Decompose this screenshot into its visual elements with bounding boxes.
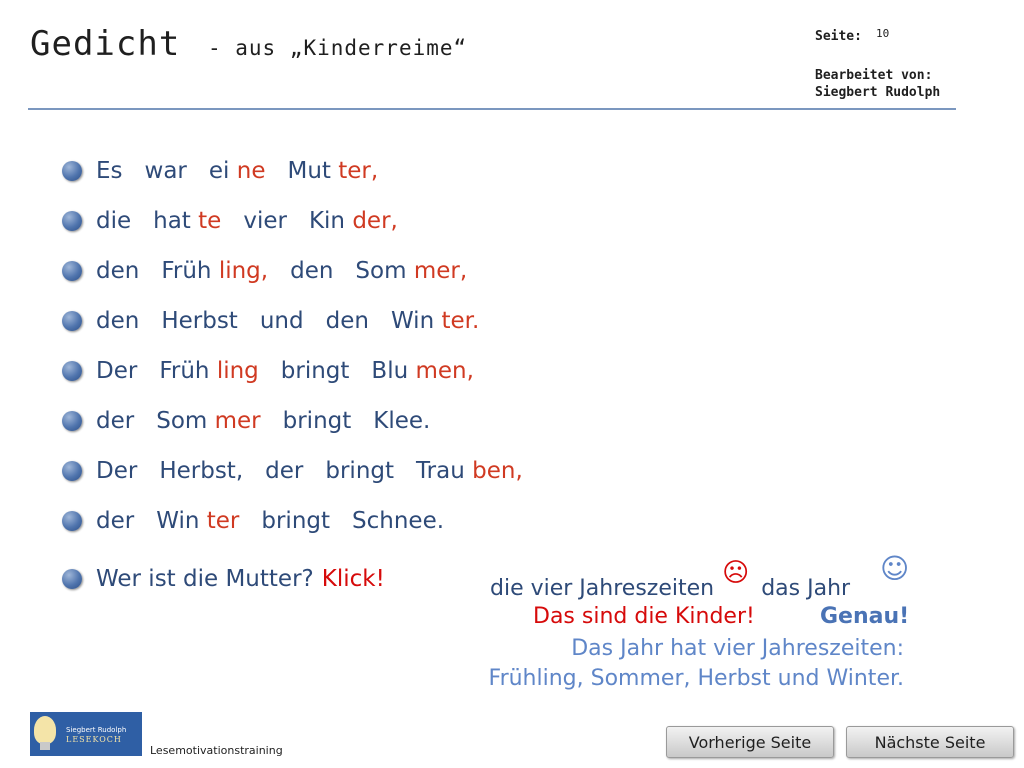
page-title — [30, 24, 467, 64]
bullet-icon — [62, 411, 82, 431]
right-option[interactable]: das Jahr — [761, 576, 851, 601]
bullet-icon — [62, 461, 82, 481]
poem — [62, 146, 545, 546]
poem-word — [96, 408, 134, 434]
poem-word — [373, 408, 430, 434]
syllable: die — [96, 208, 132, 234]
syllable-highlight: ter, — [338, 158, 379, 184]
previous-page-button[interactable]: Vorherige Seite — [666, 726, 834, 758]
syllable: Mut — [287, 158, 331, 184]
syllable-highlight: ne — [236, 158, 266, 184]
page-label: Seite: — [815, 29, 862, 44]
edited-label: Bearbeitet von: — [815, 68, 933, 83]
klick-link[interactable]: Klick! — [321, 566, 385, 592]
bullet-icon — [62, 261, 82, 281]
poem-word — [96, 458, 137, 484]
syllable: Der — [96, 458, 138, 484]
poem-word — [416, 458, 523, 484]
syllable-highlight: mer — [214, 408, 261, 434]
syllable: der — [96, 408, 135, 434]
poem-word — [260, 308, 304, 334]
poem-word — [96, 308, 139, 334]
bullet-icon — [62, 311, 82, 331]
page-number: 10 — [875, 27, 890, 40]
poem-word — [96, 358, 137, 384]
syllable: der — [96, 508, 135, 534]
question-text: Wer ist die Mutter? — [96, 566, 314, 592]
syllable: Som — [355, 258, 407, 284]
explanation-line-1: Das Jahr hat vier Jahreszeiten: — [571, 636, 904, 661]
syllable: und — [259, 308, 304, 334]
syllable-highlight: ling — [216, 358, 259, 384]
title-main: Gedicht — [30, 24, 181, 64]
syllable: Der — [96, 358, 138, 384]
poem-word — [391, 308, 479, 334]
syllable-highlight: men, — [415, 358, 474, 384]
poem-word — [156, 408, 260, 434]
poem-line — [62, 496, 545, 546]
syllable: Blu — [371, 358, 409, 384]
poem-line — [62, 196, 545, 246]
syllable: bringt — [261, 508, 331, 534]
poem-word — [281, 358, 350, 384]
syllable-highlight: te — [198, 208, 222, 234]
syllable: der — [265, 458, 304, 484]
poem-word — [352, 508, 444, 534]
syllable: Win — [390, 308, 435, 334]
poem-word — [325, 458, 394, 484]
header-divider — [28, 108, 956, 110]
poem-word — [96, 508, 134, 534]
poem-word — [159, 358, 258, 384]
poem-word — [326, 308, 369, 334]
frown-icon: ☹ — [722, 558, 750, 588]
question-row — [62, 566, 385, 592]
syllable-highlight: ling, — [218, 258, 269, 284]
poem-word — [283, 408, 352, 434]
syllable-highlight: ben, — [472, 458, 523, 484]
lightbulb-icon — [34, 716, 56, 744]
lesekoch-logo — [30, 712, 142, 756]
syllable: Win — [156, 508, 200, 534]
bullet-icon — [62, 511, 82, 531]
poem-word — [265, 458, 303, 484]
poem-word — [145, 158, 187, 184]
title-subtitle: - aus „Kinderreime“ — [207, 36, 468, 60]
poem-word — [243, 208, 287, 234]
logo-brand: LESEKOCH — [66, 735, 122, 744]
bullet-icon — [62, 161, 82, 181]
syllable: Trau — [416, 458, 465, 484]
poem-line — [62, 346, 545, 396]
poem-word — [355, 258, 467, 284]
wrong-option[interactable]: die vier Jahreszeiten — [490, 576, 715, 601]
poem-word — [159, 458, 243, 484]
poem-word — [290, 258, 333, 284]
bullet-icon — [62, 569, 82, 589]
syllable: den — [96, 308, 140, 334]
poem-word — [261, 508, 330, 534]
syllable: Früh — [161, 258, 212, 284]
syllable: Herbst, — [159, 458, 244, 484]
syllable: Es — [96, 158, 123, 184]
answer-options — [490, 558, 851, 602]
smile-icon: ☺ — [880, 552, 910, 585]
poem-word — [153, 208, 221, 234]
poem-word — [309, 208, 398, 234]
syllable: bringt — [325, 458, 395, 484]
poem-line — [62, 396, 545, 446]
poem-line — [62, 296, 545, 346]
poem-word — [96, 208, 131, 234]
syllable: vier — [243, 208, 287, 234]
poem-word — [287, 158, 378, 184]
syllable: Som — [156, 408, 208, 434]
syllable: den — [290, 258, 334, 284]
logo-author: Siegbert Rudolph — [66, 726, 127, 734]
explanation-line-2: Frühling, Sommer, Herbst und Winter. — [488, 666, 904, 691]
syllable: hat — [153, 208, 191, 234]
poem-line — [62, 446, 545, 496]
poem-word — [209, 158, 266, 184]
syllable-highlight: ter. — [441, 308, 480, 334]
syllable: Kin — [308, 208, 345, 234]
syllable: ei — [208, 158, 230, 184]
poem-line — [62, 146, 545, 196]
footer-label: Lesemotivationstraining — [150, 744, 283, 757]
poem-word — [156, 508, 239, 534]
syllable: Klee. — [373, 408, 431, 434]
page-meta — [815, 28, 940, 101]
syllable: den — [325, 308, 369, 334]
bullet-icon — [62, 211, 82, 231]
poem-line — [62, 246, 545, 296]
syllable: Früh — [159, 358, 210, 384]
wrong-feedback: Das sind die Kinder! — [533, 604, 755, 629]
syllable: Schnee. — [352, 508, 445, 534]
author-name: Siegbert Rudolph — [815, 85, 941, 100]
syllable: den — [96, 258, 140, 284]
syllable: bringt — [280, 358, 350, 384]
next-page-button[interactable]: Nächste Seite — [846, 726, 1014, 758]
syllable-highlight: mer, — [413, 258, 468, 284]
lightbulb-base-icon — [40, 742, 50, 750]
bullet-icon — [62, 361, 82, 381]
syllable-highlight: ter — [206, 508, 240, 534]
syllable-highlight: der, — [352, 208, 398, 234]
poem-word — [161, 308, 238, 334]
poem-word — [96, 158, 123, 184]
syllable: war — [144, 158, 187, 184]
right-feedback: Genau! — [820, 604, 910, 629]
syllable: bringt — [282, 408, 352, 434]
poem-word — [371, 358, 474, 384]
syllable: Herbst — [161, 308, 238, 334]
poem-word — [161, 258, 268, 284]
poem-word — [96, 258, 139, 284]
